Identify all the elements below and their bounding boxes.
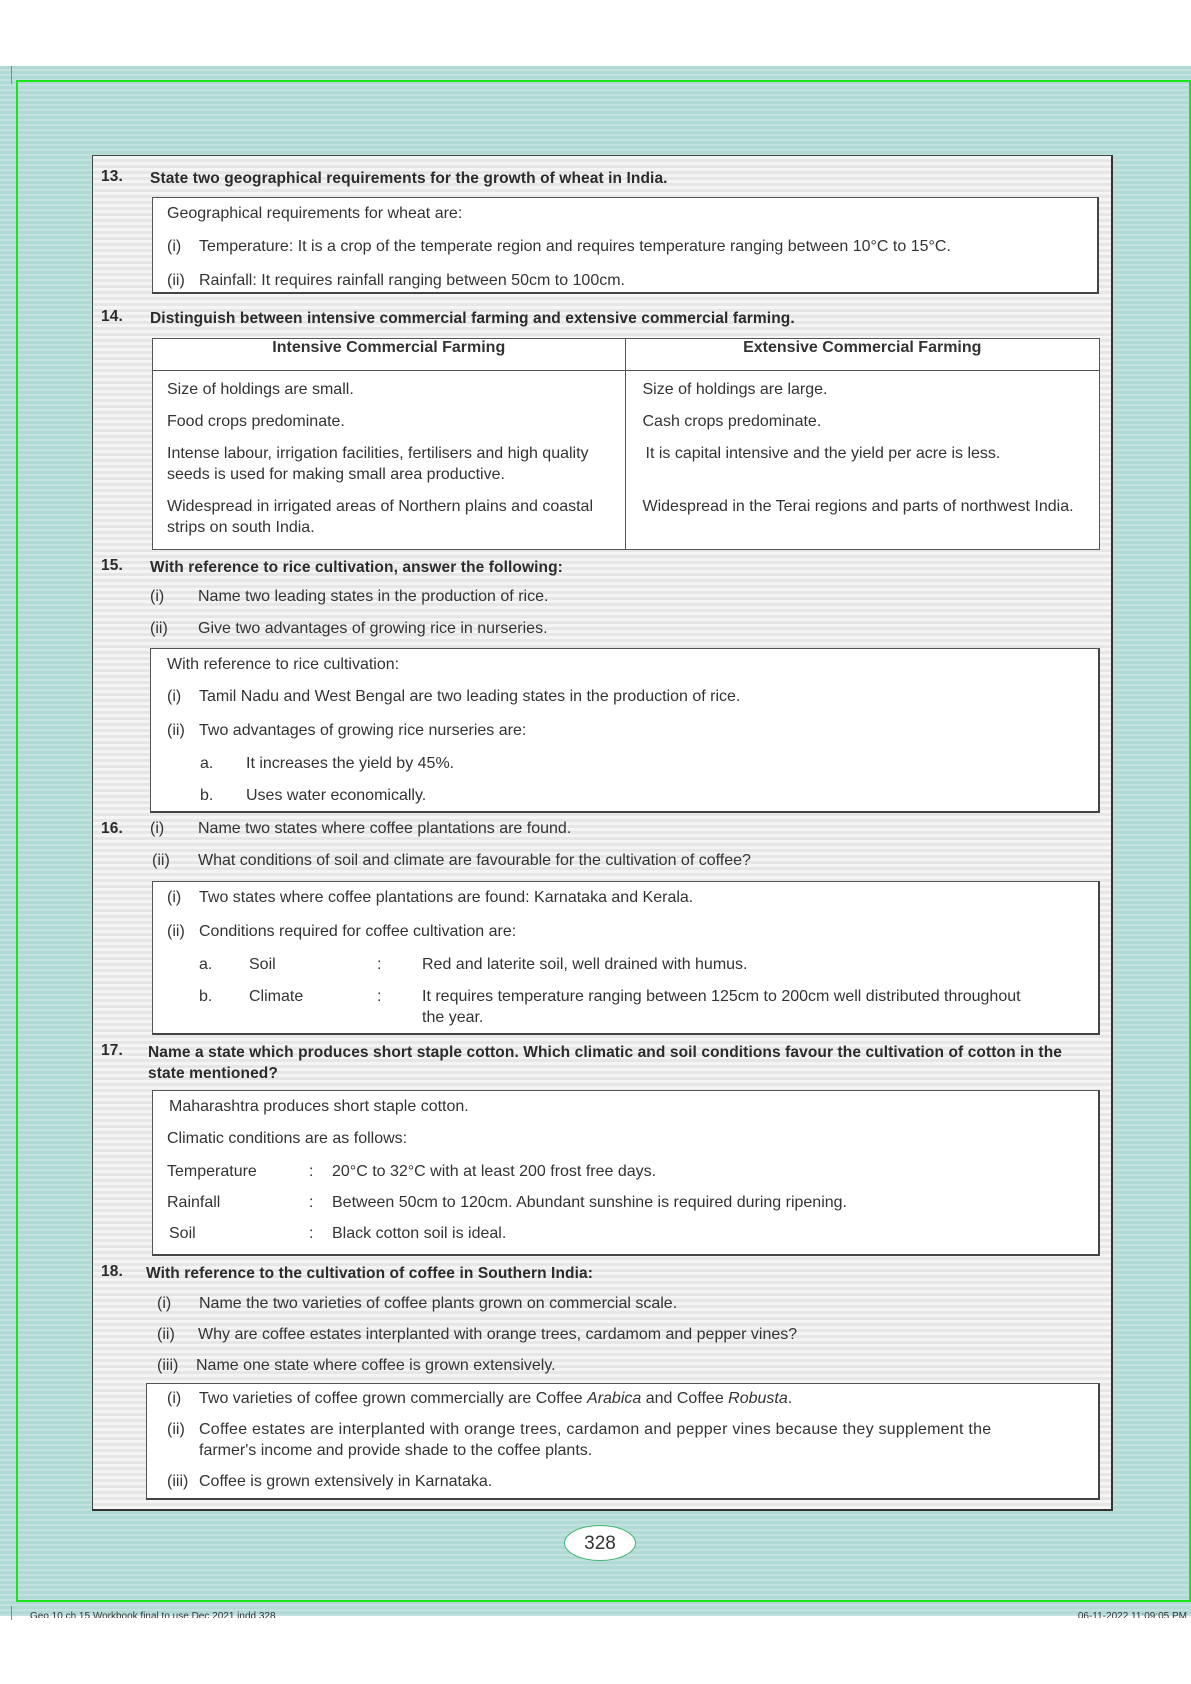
question-13 (101, 168, 1091, 190)
question-number: 16. (101, 820, 123, 837)
table-cell-intensive: Size of holdings are small. Food crops predominate. Intense labour, irrigation facilities, fertilisers and high quality seeds is used for making small area productive. Widespread in irrigated areas of Northern plains and coastal strips on south India. (153, 371, 626, 550)
question-number: 17. (101, 1042, 123, 1059)
question-number: 18. (101, 1263, 123, 1280)
question-text: State two geographical requirements for the growth of wheat in India. (150, 170, 668, 187)
question-number: 15. (101, 557, 123, 574)
answer-box-16: (i) Two states where coffee plantations are found: Karnataka and Kerala. (ii) Conditions required for coffee cultivation are: a. Soil : Red and laterite soil, well drained with humus. b. Climate : It requires temperature ranging between 125cm to 200cm well distributed throughout the year. (152, 881, 1100, 1035)
answer-line: Climatic conditions are as follows: (167, 1130, 408, 1147)
question-18 (101, 1263, 1091, 1285)
question-number: 14. (101, 308, 123, 325)
table-row (153, 371, 1100, 550)
answer-item-cont: farmer's income and provide shade to the coffee plants. (199, 1442, 593, 1459)
comparison-table (152, 338, 1100, 550)
page-number: 328 (564, 1525, 636, 1561)
answer-line: Maharashtra produces short staple cotton. (169, 1098, 469, 1115)
answer-intro: With reference to rice cultivation: (167, 656, 400, 673)
table-header-row (153, 339, 1100, 371)
worksheet-panel: 13. State two geographical requirements for the growth of wheat in India. Geographical requirements for wheat are: (i) Temperature: It is a crop of the temperate region and requires temperature ranging between 10°C to 15°C. (ii) Rainfall: It requires rainfall ranging between 50cm to 100cm. 14. Distinguish between intensive commercial farming and extensive commercial farming. Intensive Commercial Farming Extensive Commercial Farming Size of holdings are small. Food crops predominate. Intense labour, irrigation facilities, fertilisers and high quality seeds is used for making small area productive. Widespread in irrigated areas of Northern plains and coastal strips on south India. Size of holdings are large. Cash crops predominate. It is capital intensive and the yield per acre is less. Widespread in the Terai regions and parts of northwest India. 15. With reference to rice cultivation, answer the following: (i) Name two leading states in the production of rice. (ii) Give two advantages of growing rice in nurseries. With reference to rice cultivation: (i) Tamil Nadu and West Bengal are two leading states in the production of rice. (ii) Two advantages of growing rice nurseries are: a. It increases the yield by 45%. b. Uses water economically. 16. (i) Name two states where coffee plantations are found. (ii) What conditions of soil and climate are favourable for the cultivation of coffee? (i) Two states where coffee plantations are found: Karnataka and Kerala. (ii) Conditions required for coffee cultivation are: a. Soil : Red and laterite soil, well drained with humus. b. Climate : It requires temperature ranging between 125cm to 200cm well distributed throughout the year. 17. Name a state which produces short staple cotton. Which climatic and soil conditions favour the cultivation of cotton in the state mentioned? Maharashtra produces short staple cotton. Climatic conditions are as follows: Temperature : 20°C to 32°C with at least 200 frost free days. Rainfall : Between 50cm to 120cm. Abundant sunshine is required during ripening. Soil : Black cotton soil is ideal. 18. With reference to the cultivation of coffee in Southern India: (i) Name the two varieties of coffee plants grown on commercial scale. (ii) Why are coffee estates interplanted with orange trees, cardamom and pepper vines? (iii) Name one state where coffee is grown extensively. (i) Two varieties of coffee grown commercially are Coffee Arabica and Coffee Robusta. (ii) Coffee estates are interplanted with orange trees, cardamon and pepper vines because they supplement the farmer's income and provide shade to the coffee plants. (iii) Coffee is grown extensively in Karnataka. (92, 155, 1113, 1511)
answer-box-13: Geographical requirements for wheat are: (i) Temperature: It is a crop of the temperate region and requires temperature ranging between 10°C to 15°C. (ii) Rainfall: It requires rainfall ranging between 50cm to 100cm. (152, 197, 1099, 294)
question-14 (101, 308, 1091, 330)
answer-box-18: (i) Two varieties of coffee grown commercially are Coffee Arabica and Coffee Robusta. (ii) Coffee estates are interplanted with orange trees, cardamon and pepper vines because they supplement the farmer's income and provide shade to the coffee plants. (iii) Coffee is grown extensively in Karnataka. (146, 1383, 1100, 1500)
question-text: With reference to rice cultivation, answer the following: (150, 559, 563, 576)
table-cell-extensive: Size of holdings are large. Cash crops predominate. It is capital intensive and the yield per acre is less. Widespread in the Terai regions and parts of northwest India. (625, 371, 1100, 550)
answer-point-climate-cont: the year. (422, 1009, 484, 1026)
question-text: Distinguish between intensive commercial farming and extensive commercial farming. (150, 310, 795, 327)
table-header: Intensive Commercial Farming (153, 339, 626, 371)
question-17 (101, 1042, 1101, 1086)
answer-box-15: With reference to rice cultivation: (i) Tamil Nadu and West Bengal are two leading states in the production of rice. (ii) Two advantages of growing rice nurseries are: a. It increases the yield by 45%. b. Uses water economically. (150, 648, 1100, 813)
slug-filename: Geo 10 ch 15 Workbook final to use Dec 2021.indd 328 (30, 1611, 276, 1618)
question-text: Name a state which produces short staple cotton. Which climatic and soil conditions favour the cultivation of cotton in the state mentioned? (148, 1044, 1062, 1082)
question-15 (101, 557, 1091, 579)
slug-timestamp: 06-11-2022 11:09:05 PM (1077, 1611, 1187, 1618)
answer-box-17: Maharashtra produces short staple cotton. Climatic conditions are as follows: Temperature : 20°C to 32°C with at least 200 frost free days. Rainfall : Between 50cm to 120cm. Abundant sunshine is required during ripening. Soil : Black cotton soil is ideal. (152, 1090, 1100, 1256)
question-text: With reference to the cultivation of coffee in Southern India: (146, 1265, 593, 1282)
question-number: 13. (101, 168, 123, 185)
crop-mark (11, 1606, 12, 1620)
crop-mark (11, 66, 12, 84)
answer-intro: Geographical requirements for wheat are: (167, 205, 463, 222)
table-header: Extensive Commercial Farming (625, 339, 1100, 371)
